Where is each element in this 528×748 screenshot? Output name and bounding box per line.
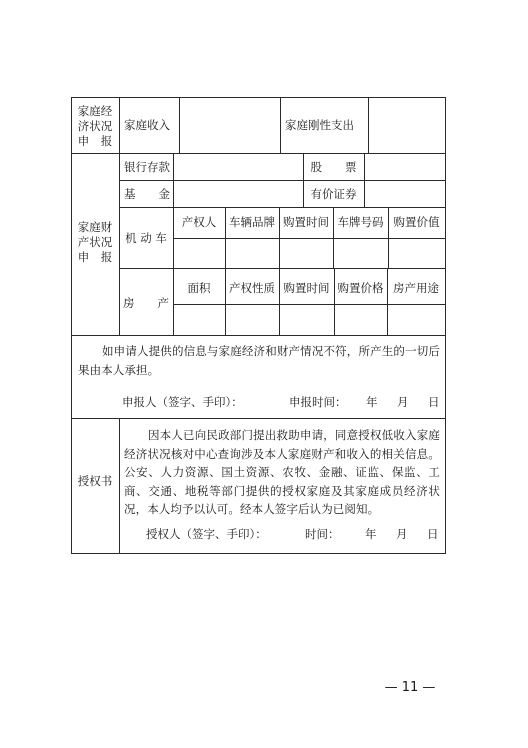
authorization-year-label: 年 <box>365 527 377 541</box>
declaration-date-label: 申报时间： <box>289 395 347 409</box>
income-section-label: 家庭经 济状况 申 报 <box>77 104 113 148</box>
applicant-signature-label: 申报人（签字、手印）： <box>122 395 243 409</box>
authorization-day-label: 日 <box>427 527 439 541</box>
funds-label: 基 金 <box>124 187 170 201</box>
authorization-text: 因本人已向民政部门提出救助申请，同意授权低收入家庭经济状况核对中心查询涉及本人家庭财产和收入的相关信息。公安、人力资源、国土资源、农牧、金融、证监、保监、工商、交通、地税等部门提供的授权家庭及其家庭成员经济状况，本人均予以认可。经本人签字后认为已阅知。 <box>124 428 440 516</box>
securities-label: 有价证券 <box>310 187 357 201</box>
rigid-expense-label: 家庭刚性支出 <box>285 118 354 132</box>
declaration-month-label: 月 <box>397 395 409 409</box>
authorizer-signature-label: 授权人（签字、手印）： <box>146 527 267 541</box>
authorizer-signature-field[interactable] <box>250 527 300 541</box>
authorization-label: 授权书 <box>77 474 113 488</box>
authorization-date-label: 时间： <box>305 527 340 541</box>
property-col-ownership-type: 产权性质 <box>229 281 275 295</box>
property-col-purchase-time: 购置时间 <box>283 281 330 295</box>
bank-deposit-label: 银行存款 <box>124 160 170 174</box>
page-number: — 11 — <box>384 680 436 695</box>
property-col-purchase-price: 购置价格 <box>337 281 384 295</box>
property-col-area: 面积 <box>187 281 211 295</box>
stocks-label: 股 票 <box>310 160 357 174</box>
declaration-day-label: 日 <box>428 395 440 409</box>
assets-section-label: 家庭财 产状况 申 报 <box>77 220 113 264</box>
declaration-year-label: 年 <box>366 395 378 409</box>
vehicle-col-brand: 车辆品牌 <box>229 215 275 229</box>
property-label: 房 产 <box>123 296 169 310</box>
vehicle-label: 机 动 车 <box>125 231 167 245</box>
vehicle-col-purchase-value: 购置价值 <box>393 215 440 229</box>
vehicle-col-owner: 产权人 <box>181 215 217 229</box>
authorization-month-label: 月 <box>396 527 408 541</box>
property-col-usage: 房产用途 <box>393 281 439 295</box>
applicant-signature-field[interactable] <box>232 395 284 409</box>
household-income-label: 家庭收入 <box>124 118 170 132</box>
vehicle-col-purchase-time: 购置时间 <box>283 215 329 229</box>
declaration-text: 如申请人提供的信息与家庭经济和财产情况不符，所产生的一切后果由本人承担。 <box>78 344 440 377</box>
vehicle-col-plate-number: 车牌号码 <box>337 215 384 229</box>
